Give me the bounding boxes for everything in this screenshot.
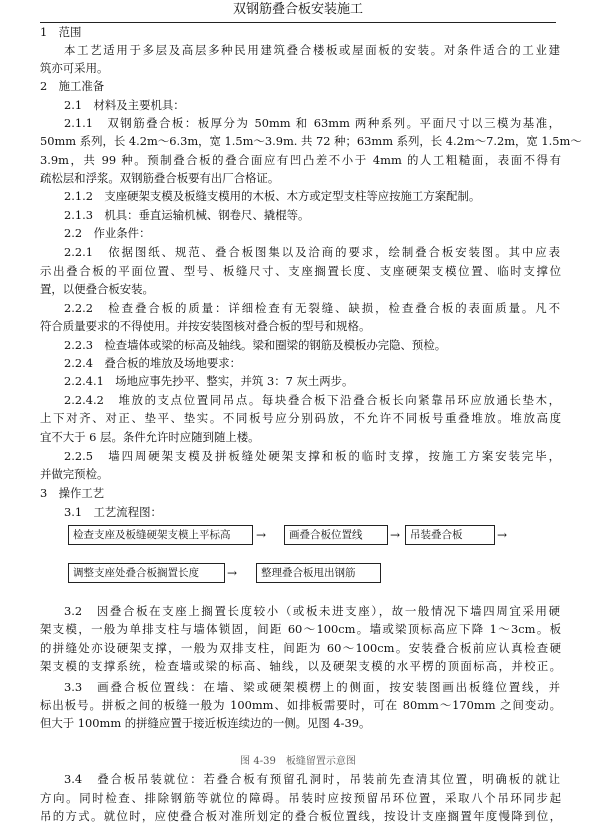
clause-2-1-1-line: 50mm 系列，长 4.2m～6.3m，宽 1.5m～3.9m. 共 72 种；63mm 系列，长 4.2m～7.2m，宽 1.5m～ (40, 134, 582, 148)
clause-3-2-line: 架支模，一般为单排支柱与墙体锁固，间距 60～100cm。墙或梁顶标高应下降 1～3cm。板 (40, 622, 561, 636)
section-1-body-line: 筑亦可采用。 (40, 61, 109, 75)
clause-3-4-line: 方向。同时检查、排除钢筋等就位的障碍。吊装时应按预留吊环位置，采取八个吊环同步起 (40, 791, 561, 805)
flow-arrow: → (390, 528, 401, 542)
clause-2-2-4-1: 2.2.4.1 场地应事先抄平、整实，并筑 3：7 灰土两步。 (64, 374, 354, 388)
subsection-2-2-title: 2.2 作业条件： (64, 226, 151, 240)
clause-2-2-5-line: 2.2.5 墙四周硬架支模及拼板缝处硬架支撑和板的临时支撑，按施工方案安装完毕， (64, 449, 560, 463)
clause-2-2-5-line: 并做完预检。 (40, 467, 109, 481)
clause-3-2-line: 的拼缝处亦设硬架支撑，一般为双排支柱，间距为 60～100cm。安装叠合板前应认真检查硬 (40, 641, 561, 655)
clause-3-4-line: 吊的方式。就位时，应使叠合板对准所划定的叠合板位置线，按设计支座搁置年度慢降到位， (40, 809, 561, 823)
clause-2-2-3: 2.2.3 检查墙体或梁的标高及轴线。梁和圈梁的钢筋及模板办完隐、预检。 (64, 338, 447, 352)
clause-2-2-1-line: 置，以便叠合板安装。 (40, 282, 154, 296)
flow-step-box: 检查支座及板缝硬架支模上平标高 (68, 525, 253, 545)
clause-2-2-4: 2.2.4 叠合板的堆放及场地要求： (64, 356, 242, 370)
clause-2-2-1-line: 2.2.1 依据图纸、规范、叠合板图集以及洽商的要求，绘制叠合板安装图。其中应表 (64, 245, 560, 259)
clause-2-1-1-line: 2.1.1 双钢筋叠合板：板厚分为 50mm 和 63mm 两种系列。平面尺寸以三模为基准， (64, 116, 560, 130)
clause-2-2-4-2-line: 2.2.4.2 堆放的支点位置同吊点。每块叠合板下沿叠合板长向紧靠吊环应放通长垫木， (64, 393, 560, 407)
clause-2-1-3: 2.1.3 机具：垂直运输机械、钢卷尺、撬棍等。 (64, 208, 310, 222)
flow-step-box: 调整支座处叠合板搁置长度 (68, 563, 225, 583)
section-3-heading: 3 操作工艺 (40, 486, 105, 500)
clause-2-1-1-line: 3.9m，共 99 种。预制叠合板的叠合面应有凹凸差不小于 4mm 的人工粗糙面，表面不得有 (40, 153, 561, 167)
clause-3-3-line: 标出板号。拼板之间的板缝一般为 100mm、如排板需要时，可在 80mm～170mm 之间变动。 (40, 698, 561, 712)
subsection-2-1-title: 2.1 材料及主要机具： (64, 98, 185, 112)
clause-2-2-2-line: 符合质量要求的不得使用。并按安装图核对叠合板的型号和规格。 (40, 319, 371, 333)
page-header (40, 0, 556, 23)
subsection-3-1-title: 3.1 工艺流程图： (64, 505, 162, 519)
flow-arrow: → (256, 528, 267, 542)
clause-2-2-1-line: 示出叠合板的平面位置、型号、板缝尺寸、支座搁置长度、支座硬架支模位置、临时支撑位 (40, 264, 561, 278)
flow-arrow: → (497, 528, 508, 542)
clause-2-2-2-line: 2.2.2 检查叠合板的质量：详细检查有无裂缝、缺损，检查叠合板的表面质量。凡不 (64, 301, 560, 315)
clause-2-2-4-2-line: 宜不大于 6 层。条件允许时应随到随上楼。 (40, 430, 260, 444)
clause-2-2-4-2-line: 上下对齐、对正、垫平、垫实。不同板号应分别码放，不允许不同板号重叠堆放。堆放高度 (40, 411, 561, 425)
flow-step-box: 整理叠合板甩出钢筋 (256, 563, 381, 583)
section-1-heading: 1 范围 (40, 25, 82, 39)
section-1-body-line: 本工艺适用于多层及高层多种民用建筑叠合楼板或屋面板的安装。对条件适合的工业建 (64, 43, 560, 57)
clause-3-2-line: 架支模的支撑系统，检查墙或梁的标高、轴线，以及硬架支模的水平楞的顶面标高，并校正。 (40, 659, 561, 673)
clause-3-3-line: 但大于 100mm 的拼缝应置于接近板连续边的一侧。见图 4-39。 (40, 716, 371, 730)
flow-step-box: 画叠合板位置线 (284, 525, 388, 545)
clause-3-4-line: 3.4 叠合板吊装就位：若叠合板有预留孔洞时，吊装前先查清其位置，明确板的就让 (64, 772, 560, 786)
clause-2-1-1-line: 疏松层和浮浆。双钢筋叠合板要有出厂合格证。 (40, 171, 280, 185)
section-2-heading: 2 施工准备 (40, 79, 105, 93)
flow-arrow: → (227, 566, 238, 580)
document-title: 双钢筋叠合板安装施工 (232, 2, 363, 17)
flow-step-box: 吊装叠合板 (405, 525, 495, 545)
figure-caption: 图 4-39 板缝留置示意图 (240, 756, 356, 767)
clause-3-3-line: 3.3 画叠合板位置线：在墙、梁或硬架模楞上的侧面，按安装图画出板缝位置线，并 (64, 680, 560, 694)
clause-3-2-line: 3.2 因叠合板在支座上搁置长度较小（或板未进支座），故一般情况下墙四周宜采用硬 (64, 604, 560, 618)
clause-2-1-2: 2.1.2 支座硬架支模及板缝支模用的木板、木方或定型支柱等应按施工方案配制。 (64, 189, 481, 203)
